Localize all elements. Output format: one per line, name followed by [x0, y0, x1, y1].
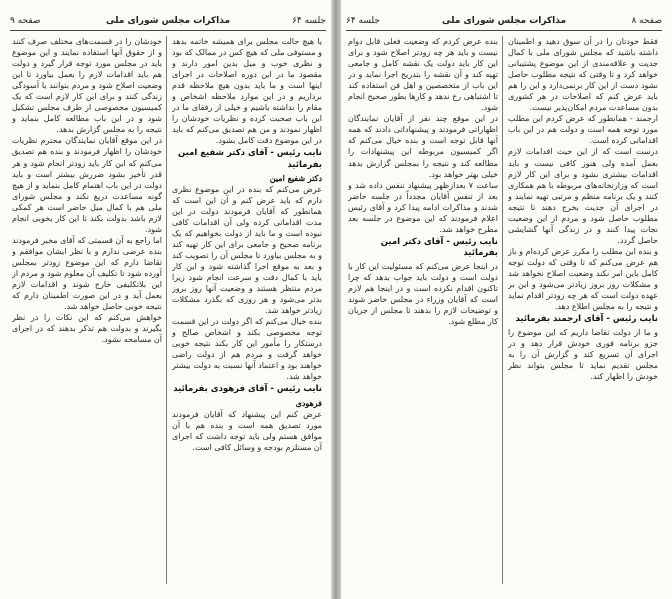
- paragraph: در این موقع چند نفر از آقایان نمایندگان اظهاراتی فرمودند و پیشنهاداتی دادند که همه آنها قابل توجه است و بنده خیال می‌کنم که اگر کمیسیون مربوطه این پیشنهادات را مطالعه کند و نتیجه را بمجلس گزارش بدهد خیلی بهتر خواهد بود.: [348, 114, 498, 179]
- speaker-heading: نایب رئیس - آقای دکتر امین بفرمائید: [380, 236, 498, 258]
- paragraph: فقط خودتان را در آن سوق دهید و اطمینان داشته باشید که مجلس شورای ملی با کمال جدیت و علاقه‌مندی از این موضوع پشتیبانی خواهد کرد و تا وقتی که نتیجه مطلوب حاصل نشود دست از این کار برنمی‌دارد و این را هم باید عرض کنم که اصلاحات در هر کشوری بدون مساعدت مردم امکان‌پذیر نیست.: [508, 37, 658, 113]
- paragraph: خودشان را در قسمت‌های مختلف صرف کنند و از حقوق آنها استفاده نمایند و این موضوع باید در مجلس مورد توجه قرار گیرد و دولت هم باید اقدامات لازم را بعمل بیاورد تا این وضعیت اصلاح شود و مردم بتوانند با آسودگی زندگی کنند و برای این کار لازم است که یک کمیسیون مخصوصی از طرف مجلس تشکیل شود و در این باب مطالعه کامل بنماید و نتیجه را به مجلس گزارش بدهد.: [12, 37, 162, 135]
- column-divider: [502, 36, 503, 584]
- paragraph: و بنده این مطلب را مکرر عرض کرده‌ام و باز هم عرض می‌کنم که تا وقتی که دولت توجه کامل باین امر نکند وضعیت اصلاح نخواهد شد و مشکلات روز بروز زیادتر می‌شود و این بر عهده دولت است که هر چه زودتر اقدام نماید و نتیجه را به مجلس اطلاع دهد.: [508, 246, 658, 312]
- paragraph: عرض کنم این پیشنهاد که آقایان فرمودند مورد تصدیق همه است و بنده هم با آن موافق هستم ولی باید توجه داشت که اجرای آن مستلزم بودجه و وسائل کافی است.: [172, 409, 322, 452]
- right-page-header: [346, 14, 662, 31]
- left-page-column-right: [172, 36, 322, 588]
- left-page-column-left: [12, 36, 162, 588]
- speaker-name: فرهودی: [295, 397, 322, 408]
- speaker-heading: نایب رئیس - آقای فرهودی بفرمائید: [173, 384, 322, 395]
- book-gutter: [331, 0, 341, 599]
- speaker-heading: نایب رئیس - آقای ارجمند بفرمائید: [515, 314, 658, 325]
- right-page-column-left: [348, 36, 498, 588]
- paragraph: درست است که از این حیث اقدامات لازم بعمل آمده ولی هنوز کافی نیست و باید اقدامات بیشتری بشود و برای این کار لازم است که وزارتخانه‌های مربوطه با هم همکاری کنند و یک برنامه منظم و مرتبی تهیه نمایند و در اجرای آن جدیت بخرج دهند تا نتیجه مطلوب حاصل شود و مردم از این وضعیت نجات پیدا کنند و در زندگی آنها گشایشی حاصل گردد.: [508, 147, 658, 245]
- right-page-session: جلسه ۶۴: [346, 16, 380, 26]
- paragraph: در اینجا عرض می‌کنم که مسئولیت این کار با دولت است و دولت باید جواب بدهد که چرا تاکنون اقدام نکرده است و در اینجا هم لازم است که آقایان وزراء در مجلس حاضر شوند و توضیحات لازم را بدهند تا مجلس از جریان کار مطلع شود.: [348, 261, 498, 327]
- left-page-number: صفحه ۹: [10, 16, 41, 26]
- paragraph: بنده عرض کردم که وضعیت فعلی قابل دوام نیست و باید هر چه زودتر اصلاح شود و برای این کار باید دولت یک نقشه کامل و جامعی تهیه کند و آن نقشه را بتدریج اجرا نماید و در این باب از متخصصین و اهل فن استفاده کند تا اشتباهی رخ ندهد و کارها بطور صحیح انجام شود.: [348, 37, 498, 113]
- right-page-number: صفحه ۸: [631, 16, 662, 26]
- left-page-header: [10, 14, 326, 31]
- speaker-heading: نایب رئیس - آقای دکتر شفیع امین بفرمائید: [178, 148, 322, 170]
- paragraph: خواهش می‌کنم که این نکات را در نظر بگیرند و بدولت هم تذکر بدهند که در اجرای آن مسامحه نشود.: [12, 313, 162, 345]
- paragraph: و ما از دولت تقاضا داریم که این موضوع را جزو برنامه فوری خودش قرار دهد و در اجرای آن تسریع کند و گزارش آن را به مجلس تقدیم نماید تا مجلس بتواند نظر خودش را اظهار کند.: [508, 328, 658, 382]
- right-page-title: مذاکرات مجلس شورای ملی: [441, 16, 567, 26]
- speaker-name: دکتر شفیع امین: [269, 172, 322, 183]
- left-page-title: مذاکرات مجلس شورای ملی: [105, 16, 231, 26]
- paragraph: یا هیچ حالت مجلس برای همیشه خاتمه بدهد و مستوفی ملی که هیچ کس در ممالک که بود و نظری خوب و میل بدین امور دارند و مقصود ما در این دوره اصلاحات در اجرای اینها است و ما باید بدون هیچ ملاحظه قدم برداریم و در این موارد ملاحظه اشخاص و مقام را نداشته باشیم و خیلی از رفقای ما در این باب صحبت کرده و نظریات خودشان را اظهار نمودند و من هم تصدیق می‌کنم که باید در این موضوع دقت کامل بشود.: [172, 37, 322, 146]
- right-page: [336, 0, 672, 599]
- paragraph: بنده خیال می‌کنم که اگر دولت در این قسمت توجه مخصوصی بکند و اشخاص صالح و درستکار را مأمور این کار بکند نتیجه خوبی خواهد گرفت و مردم هم از دولت راضی خواهند بود و اعتماد آنها نسبت به دولت بیشتر خواهد شد.: [172, 317, 322, 382]
- paragraph: در این موقع آقایان نمایندگان محترم نظریات خودشان را اظهار فرمودند و بنده هم تصدیق می‌کنم که این کار باید زودتر انجام شود و هر قدر تأخیر بشود ضررش بیشتر است و باید دولت در این باب اهتمام کامل بنماید و از هیچ گونه مساعدت دریغ نکند و مجلس شورای ملی هم با کمال میل حاضر است هر کمکی لازم باشد بدولت بکند تا این کار بخوبی انجام شود.: [12, 136, 162, 234]
- right-page-column-right: [508, 36, 658, 588]
- column-divider: [166, 36, 167, 584]
- paragraph: ارجمند - همانطور که عرض کردم این مطلب مورد توجه همه است و دولت هم در این باب اقداماتی کرده است.: [508, 114, 658, 146]
- left-page-session: جلسه ۶۴: [292, 16, 326, 26]
- paragraph: ساعت ۷ بعدازظهر پیشنهاد تنفس داده شد و بعد از تنفس آقایان مجدداً در جلسه حاضر شدند و مذاکرات ادامه پیدا کرد و آقای رئیس اعلام فرمودند که این موضوع در جلسه بعد مطرح خواهد شد.: [348, 180, 498, 234]
- paragraph: اما راجع به آن قسمتی که آقای مخبر فرمودند بنده عرضی ندارم و با نظر ایشان موافقم و تقاضا دارم که این موضوع زودتر بمجلس آورده شود تا تکلیف آن معلوم شود و مردم از این بلاتکلیفی خارج شوند و اقدامات لازم بعمل آید و در این صورت اطمینان دارم که نتیجه خوبی حاصل خواهد شد.: [12, 235, 162, 312]
- paragraph: عرض می‌کنم که بنده در این موضوع نظری دارم که باید عرض کنم و آن این است که همانطور که آقایان فرمودند دولت در این مدت اقداماتی کرده ولی آن اقدامات کافی نبوده است و ما باید از دولت بخواهیم که یک برنامه صحیح و جامعی برای این کار تهیه کند و به مجلس بیاورد تا مجلس آن را تصویب کند و بعد به موقع اجرا گذاشته شود و این کار باید با کمال دقت و سرعت انجام شود زیرا مردم منتظر هستند و وضعیت آنها روز بروز بدتر می‌شود و هر روزی که بگذرد مشکلات زیادتر خواهد شد.: [172, 184, 322, 316]
